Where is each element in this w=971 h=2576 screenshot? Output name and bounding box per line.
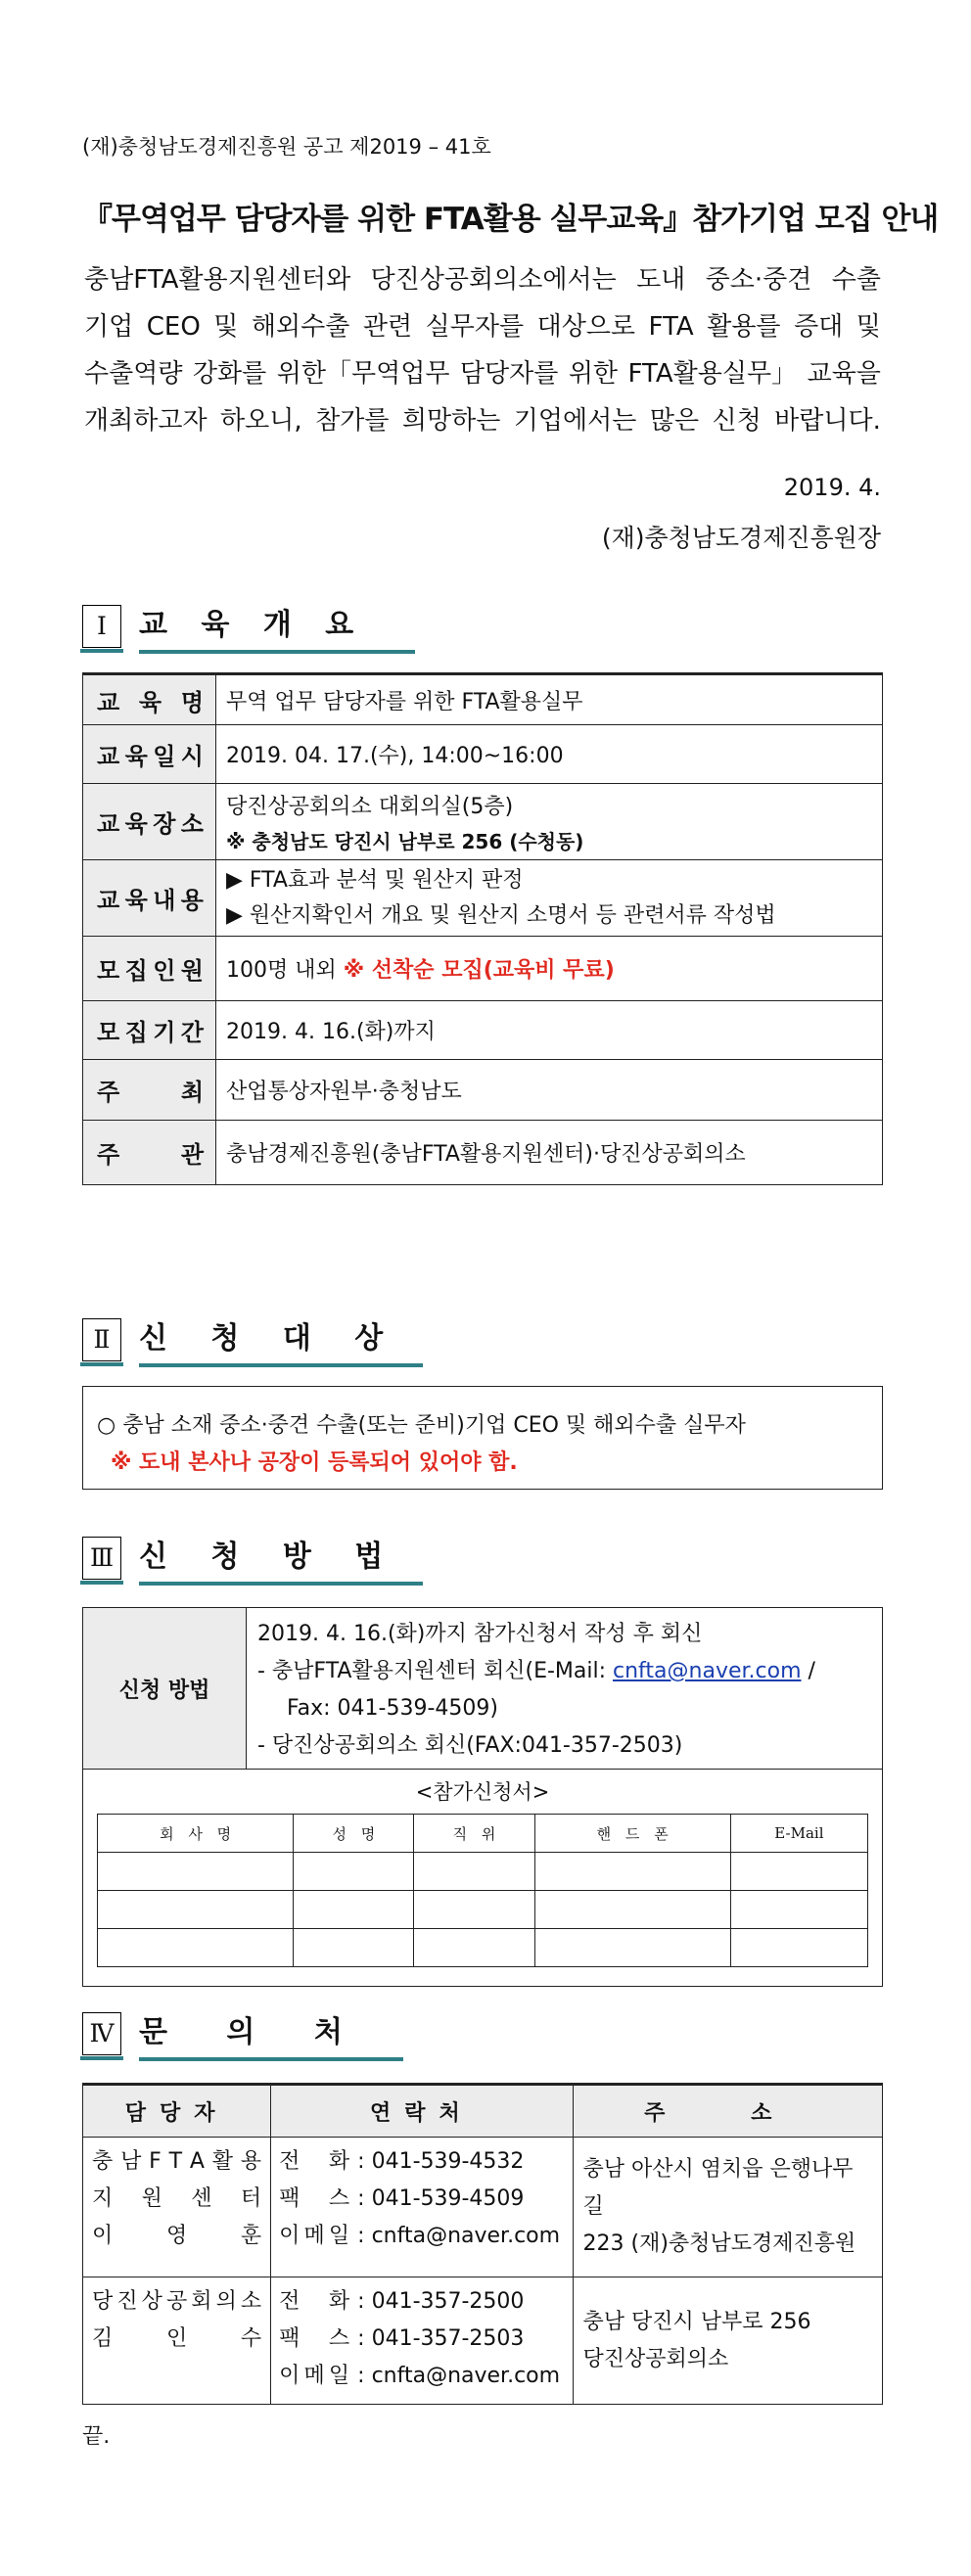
intro-word: 희망하는 bbox=[401, 406, 501, 436]
contact-info bbox=[271, 2277, 573, 2405]
form-header-row bbox=[98, 1815, 868, 1853]
contact-key: 전 화 bbox=[279, 2149, 350, 2174]
contact-header-cell: 연락처 bbox=[271, 2085, 573, 2138]
contact-line bbox=[279, 2358, 564, 2395]
intro-line bbox=[84, 303, 881, 350]
intro-word: 위한 bbox=[568, 359, 619, 389]
contact-line bbox=[279, 2143, 564, 2181]
contact-header-cell: 주 소 bbox=[573, 2085, 882, 2138]
intro-word: 바랍니다. bbox=[774, 406, 881, 436]
intro-word: 개최하고자 bbox=[84, 406, 208, 436]
overview-label bbox=[83, 725, 216, 784]
form-input-cell[interactable] bbox=[414, 1853, 534, 1891]
intro-word: 및 bbox=[855, 312, 881, 342]
overview-value bbox=[216, 725, 883, 784]
form-input-cell[interactable] bbox=[98, 1853, 294, 1891]
overview-label bbox=[83, 674, 216, 725]
section-4-heading bbox=[82, 2012, 415, 2057]
target-line: ○ 충남 소재 중소·중견 수출(또는 준비)기업 CEO 및 해외수출 실무자 bbox=[97, 1413, 746, 1438]
intro-word: 중소·중견 bbox=[705, 265, 812, 295]
section-2-title: 신 청 대 상 bbox=[139, 1321, 384, 1356]
overview-value bbox=[216, 784, 883, 860]
overview-table bbox=[82, 672, 883, 1185]
intro-word: 해외수출 bbox=[251, 312, 350, 342]
contact-key: 팩 스 bbox=[279, 2186, 350, 2211]
intro-line bbox=[84, 350, 881, 397]
section-1-title: 교 육 개 요 bbox=[139, 608, 354, 642]
intro-paragraph bbox=[84, 256, 881, 444]
form-input-cell[interactable] bbox=[294, 1891, 414, 1929]
end-mark: 끝. bbox=[82, 2424, 111, 2449]
contact-key: 전 화 bbox=[279, 2289, 350, 2314]
contact-line bbox=[279, 2283, 564, 2321]
form-header-cell: 직 위 bbox=[414, 1815, 534, 1853]
notice-date: 2019. 4. bbox=[783, 474, 881, 501]
intro-word: 많은 bbox=[649, 406, 700, 436]
issuer-name: (재)충청남도경제진흥원장 bbox=[601, 524, 881, 552]
intro-word: 담당자를 bbox=[459, 359, 559, 389]
form-header-cell: 회 사 명 bbox=[98, 1815, 294, 1853]
overview-label-text: 모 집 인 원 bbox=[97, 957, 204, 985]
section-2-underline bbox=[139, 1363, 423, 1367]
form-input-cell[interactable] bbox=[294, 1853, 414, 1891]
form-input-cell[interactable] bbox=[98, 1929, 294, 1967]
target-note: ※ 도내 본사나 공장이 등록되어 있어야 함. bbox=[111, 1450, 518, 1475]
overview-label bbox=[83, 937, 216, 1001]
intro-word: 활용를 bbox=[707, 312, 781, 342]
form-input-cell[interactable] bbox=[730, 1891, 867, 1929]
contact-person bbox=[83, 2138, 271, 2277]
content-item: ▶ FTA효과 분석 및 원산지 판정 bbox=[226, 867, 524, 893]
application-form-table bbox=[97, 1814, 868, 1967]
overview-row bbox=[83, 725, 883, 784]
email-link[interactable]: cnfta@naver.com bbox=[613, 1659, 802, 1683]
contact-value: : cnfta@naver.com bbox=[357, 2224, 561, 2248]
section-1-underline bbox=[139, 650, 415, 654]
address-line: 223 (재)충청남도경제진흥원 bbox=[582, 2231, 856, 2256]
intro-word: 증대 bbox=[794, 312, 844, 342]
form-input-cell[interactable] bbox=[534, 1853, 730, 1891]
contact-value: : 041-357-2503 bbox=[357, 2326, 525, 2351]
contact-header-row bbox=[83, 2085, 883, 2138]
overview-value-text: 2019. 04. 17.(수), 14:00~16:00 bbox=[226, 744, 564, 768]
contact-key: 팩 스 bbox=[279, 2326, 350, 2351]
intro-word: CEO bbox=[146, 312, 201, 342]
form-blank-row bbox=[98, 1891, 868, 1929]
overview-value-text: 당진상공회의소 대회의실(5층) bbox=[226, 794, 514, 819]
form-input-cell[interactable] bbox=[534, 1929, 730, 1967]
overview-row bbox=[83, 937, 883, 1001]
overview-label-text: 교 육 일 시 bbox=[97, 743, 204, 770]
section-3-title: 신 청 방 법 bbox=[139, 1540, 384, 1574]
contact-person-line: 지 원 센 터 bbox=[92, 2186, 262, 2211]
overview-value-text: 무역 업무 담당자를 위한 FTA활용실무 bbox=[226, 689, 583, 714]
overview-label bbox=[83, 860, 216, 937]
document-title: 『무역업무 담당자를 위한 FTA활용 실무교육』참가기업 모집 안내 bbox=[82, 202, 939, 237]
section-4-underline bbox=[139, 2057, 403, 2061]
section-2-heading bbox=[82, 1318, 415, 1363]
overview-label bbox=[83, 784, 216, 860]
contact-row bbox=[83, 2138, 883, 2277]
intro-word: 참가를 bbox=[315, 406, 390, 436]
overview-value-text: 2019. 4. 16.(화)까지 bbox=[226, 1020, 436, 1044]
overview-label-text: 교 육 내 용 bbox=[97, 887, 204, 914]
form-input-cell[interactable] bbox=[730, 1929, 867, 1967]
contact-value: : 041-539-4532 bbox=[357, 2149, 525, 2174]
overview-value bbox=[216, 937, 883, 1001]
overview-value bbox=[216, 1060, 883, 1121]
overview-label-text: 교 육 장 소 bbox=[97, 810, 204, 838]
application-fax-line: Fax: 041-539-4509) bbox=[287, 1696, 498, 1721]
overview-value bbox=[216, 1001, 883, 1060]
contact-line bbox=[279, 2321, 564, 2358]
overview-value bbox=[216, 674, 883, 725]
overview-value bbox=[216, 860, 883, 937]
contact-value: : cnfta@naver.com bbox=[357, 2364, 561, 2388]
contact-row bbox=[83, 2277, 883, 2405]
contact-person-line: 김 인 수 bbox=[92, 2326, 262, 2351]
intro-word: FTA bbox=[648, 312, 694, 342]
intro-word: 수출역량 bbox=[84, 359, 183, 389]
address-line: 충남 당진시 남부로 256 bbox=[582, 2309, 811, 2334]
intro-word: 위한「무역업무 bbox=[276, 359, 450, 389]
address-line: 당진상공회의소 bbox=[582, 2346, 729, 2371]
intro-word: 당진상공회의소에서는 bbox=[370, 265, 617, 295]
intro-word: FTA활용실무」 bbox=[627, 359, 798, 389]
first-come-note: ※ 선착순 모집(교육비 무료) bbox=[343, 958, 615, 983]
overview-label-text: 모 집 기 간 bbox=[97, 1019, 204, 1046]
overview-label-text: 주 관 bbox=[97, 1141, 204, 1169]
section-1-number: Ⅰ bbox=[82, 605, 121, 648]
intro-word: 하오니, bbox=[220, 406, 302, 436]
intro-word: 교육을 bbox=[807, 359, 881, 389]
contact-key: 이 메 일 bbox=[279, 2364, 350, 2388]
overview-label-text: 주 최 bbox=[97, 1079, 204, 1106]
application-label: 신청 방법 bbox=[83, 1608, 247, 1770]
intro-word: 신청 bbox=[712, 406, 762, 436]
overview-row bbox=[83, 860, 883, 937]
overview-row bbox=[83, 1060, 883, 1121]
form-input-cell[interactable] bbox=[98, 1891, 294, 1929]
overview-row bbox=[83, 1121, 883, 1185]
contact-person bbox=[83, 2277, 271, 2405]
application-deadline: 2019. 4. 16.(화)까지 참가신청서 작성 후 회신 bbox=[257, 1622, 703, 1646]
contact-person-line: 당 진 상 공 회 의 소 bbox=[92, 2289, 262, 2314]
contact-value: : 041-539-4509 bbox=[357, 2186, 525, 2211]
contact-person-line: 충 남 F T A 활 용 bbox=[92, 2149, 262, 2174]
application-dangjin-line: - 당진상공회의소 회신(FAX:041-357-2503) bbox=[257, 1733, 683, 1758]
overview-label bbox=[83, 1121, 216, 1185]
overview-value-text: 산업통상자원부·충청남도 bbox=[226, 1080, 462, 1104]
intro-word: 충남FTA활용지원센터와 bbox=[84, 265, 351, 295]
intro-word: 대상으로 bbox=[536, 312, 636, 342]
overview-value bbox=[216, 1121, 883, 1185]
section-1-heading bbox=[82, 605, 415, 650]
overview-row bbox=[83, 1001, 883, 1060]
content-item: ▶ 원산지확인서 개요 및 원산지 소명서 등 관련서류 작성법 bbox=[226, 902, 776, 928]
form-header-cell: E-Mail bbox=[730, 1815, 867, 1853]
intro-word: 도내 bbox=[636, 265, 686, 295]
overview-row bbox=[83, 674, 883, 725]
intro-line bbox=[84, 397, 881, 444]
application-text bbox=[257, 1616, 815, 1765]
contact-line bbox=[279, 2218, 564, 2255]
contact-person-line: 이 영 훈 bbox=[92, 2224, 262, 2248]
intro-line bbox=[84, 256, 881, 303]
form-header-cell: 성 명 bbox=[294, 1815, 414, 1853]
form-input-cell[interactable] bbox=[414, 1929, 534, 1967]
intro-word: 기업에서는 bbox=[513, 406, 637, 436]
section-3-underline bbox=[139, 1582, 423, 1586]
overview-label bbox=[83, 1001, 216, 1060]
contact-value: : 041-357-2500 bbox=[357, 2289, 525, 2314]
intro-word: 관련 bbox=[362, 312, 413, 342]
intro-word: 강화를 bbox=[192, 359, 267, 389]
divider bbox=[246, 1769, 882, 1770]
form-title: <참가신청서> bbox=[415, 1780, 550, 1804]
section-3-heading bbox=[82, 1537, 415, 1582]
intro-word: 수출 bbox=[831, 265, 881, 295]
contact-key: 이 메 일 bbox=[279, 2224, 350, 2248]
form-blank-row bbox=[98, 1929, 868, 1967]
form-blank-row bbox=[98, 1853, 868, 1891]
venue-address: ※ 충청남도 당진시 남부로 256 (수청동) bbox=[226, 829, 584, 853]
form-input-cell[interactable] bbox=[414, 1891, 534, 1929]
form-input-cell[interactable] bbox=[534, 1891, 730, 1929]
form-header-cell: 핸 드 폰 bbox=[534, 1815, 730, 1853]
contact-address bbox=[573, 2138, 882, 2277]
contact-line bbox=[279, 2181, 564, 2218]
contact-info bbox=[271, 2138, 573, 2277]
intro-word: 실무자를 bbox=[425, 312, 525, 342]
application-email-line: - 충남FTA활용지원센터 회신(E-Mail: cnfta@naver.com / bbox=[257, 1659, 815, 1683]
section-2-number: Ⅱ bbox=[82, 1318, 121, 1361]
target-box bbox=[82, 1386, 883, 1490]
notice-number: (재)충청남도경제진흥원 공고 제2019 – 41호 bbox=[82, 135, 491, 159]
contact-address bbox=[573, 2277, 882, 2405]
application-box bbox=[82, 1607, 883, 1987]
intro-word: 및 bbox=[213, 312, 239, 342]
form-input-cell[interactable] bbox=[294, 1929, 414, 1967]
section-4-number: Ⅳ bbox=[82, 2012, 121, 2055]
overview-row bbox=[83, 784, 883, 860]
overview-label-text: 교 육 명 bbox=[97, 688, 204, 716]
overview-value-text: 100명 내외 bbox=[226, 958, 337, 983]
overview-label bbox=[83, 1060, 216, 1121]
address-line: 충남 아산시 염치읍 은행나무길 bbox=[582, 2157, 854, 2219]
section-4-title: 문 의 처 bbox=[139, 2015, 343, 2049]
form-input-cell[interactable] bbox=[730, 1853, 867, 1891]
contact-table bbox=[82, 2083, 883, 2405]
contact-header-cell: 담당자 bbox=[83, 2085, 271, 2138]
intro-word: 기업 bbox=[84, 312, 134, 342]
overview-value-text: 충남경제진흥원(충남FTA활용지원센터)·당진상공회의소 bbox=[226, 1142, 746, 1167]
section-3-number: Ⅲ bbox=[82, 1537, 121, 1580]
